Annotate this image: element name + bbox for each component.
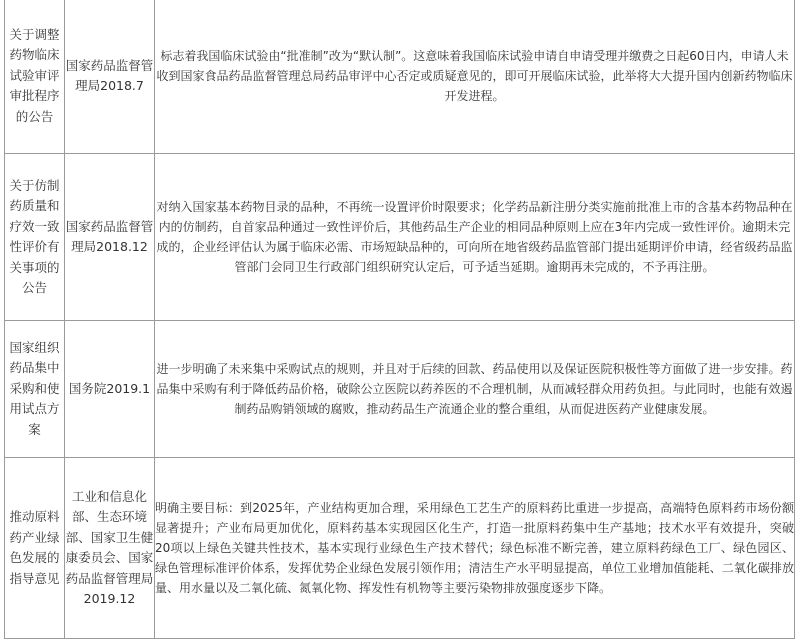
policy-issuer-date: 工业和信息化部、生态环境部、国家卫生健康委员会、国家药品监督管理局2019.12	[65, 458, 155, 639]
policy-content: 标志着我国临床试验由“批准制”改为“默认制”。这意味着我国临床试验申请自申请受理并缴费之日起60日内，申请人未收到国家食品药品监督管理总局药品审评中心否定或质疑意见的，即可开展临床试验，此举将大大提升国内创新药物临床开发进程。	[155, 0, 795, 154]
policy-content: 对纳入国家基本药物目录的品种，不再统一设置评价时限要求；化学药品新注册分类实施前批准上市的含基本药物品种在内的仿制药，自首家品种通过一致性评价后，其他药品生产企业的相同品种原则上应在3年内完成一致性评价。逾期未完成的，企业经评估认为属于临床必需、市场短缺品种的，可向所在地省级药品监管部门提出延期评价申请，经省级药品监管部门会同卫生行政部门组织研究认定后，可予适当延期。逾期再未完成的，不予再注册。	[155, 154, 795, 321]
policy-name: 国家组织药品集中采购和使用试点方案	[5, 321, 65, 458]
table-row	[5, 154, 795, 321]
policy-issuer-date: 国家药品监督管理局2018.12	[65, 154, 155, 321]
policy-content: 明确主要目标：到2025年，产业结构更加合理，采用绿色工艺生产的原料药比重进一步提高，高端特色原料药市场份额显著提升；产业布局更加优化，原料药基本实现园区化生产，打造一批原料药集中生产基地；技术水平有效提升，突破20项以上绿色关键共性技术，基本实现行业绿色生产技术替代；绿色标准不断完善，建立原料药绿色工厂、绿色园区、绿色管理标准评价体系，发挥优势企业绿色发展引领作用；清洁生产水平明显提高，单位工业增加值能耗、二氧化碳排放量、用水量以及二氧化硫、氮氧化物、挥发性有机物等主要污染物排放强度逐步下降。	[155, 458, 795, 639]
table-row	[5, 0, 795, 154]
policy-name: 关于调整药物临床试验审评审批程序的公告	[5, 0, 65, 154]
policy-table	[4, 0, 795, 639]
policy-content: 进一步明确了未来集中采购试点的规则，并且对于后续的回款、药品使用以及保证医院积极性等方面做了进一步安排。药品集中采购有利于降低药品价格，破除公立医院以药养医的不合理机制，从而减轻群众用药负担。与此同时，也能有效遏制药品购销领域的腐败，推动药品生产流通企业的整合重组，从而促进医药产业健康发展。	[155, 321, 795, 458]
policy-name: 推动原料药产业绿色发展的指导意见	[5, 458, 65, 639]
policy-issuer-date: 国家药品监督管理局2018.7	[65, 0, 155, 154]
table-row	[5, 458, 795, 639]
policy-issuer-date: 国务院2019.1	[65, 321, 155, 458]
table-row	[5, 321, 795, 458]
policy-name: 关于仿制药质量和疗效一致性评价有关事项的公告	[5, 154, 65, 321]
